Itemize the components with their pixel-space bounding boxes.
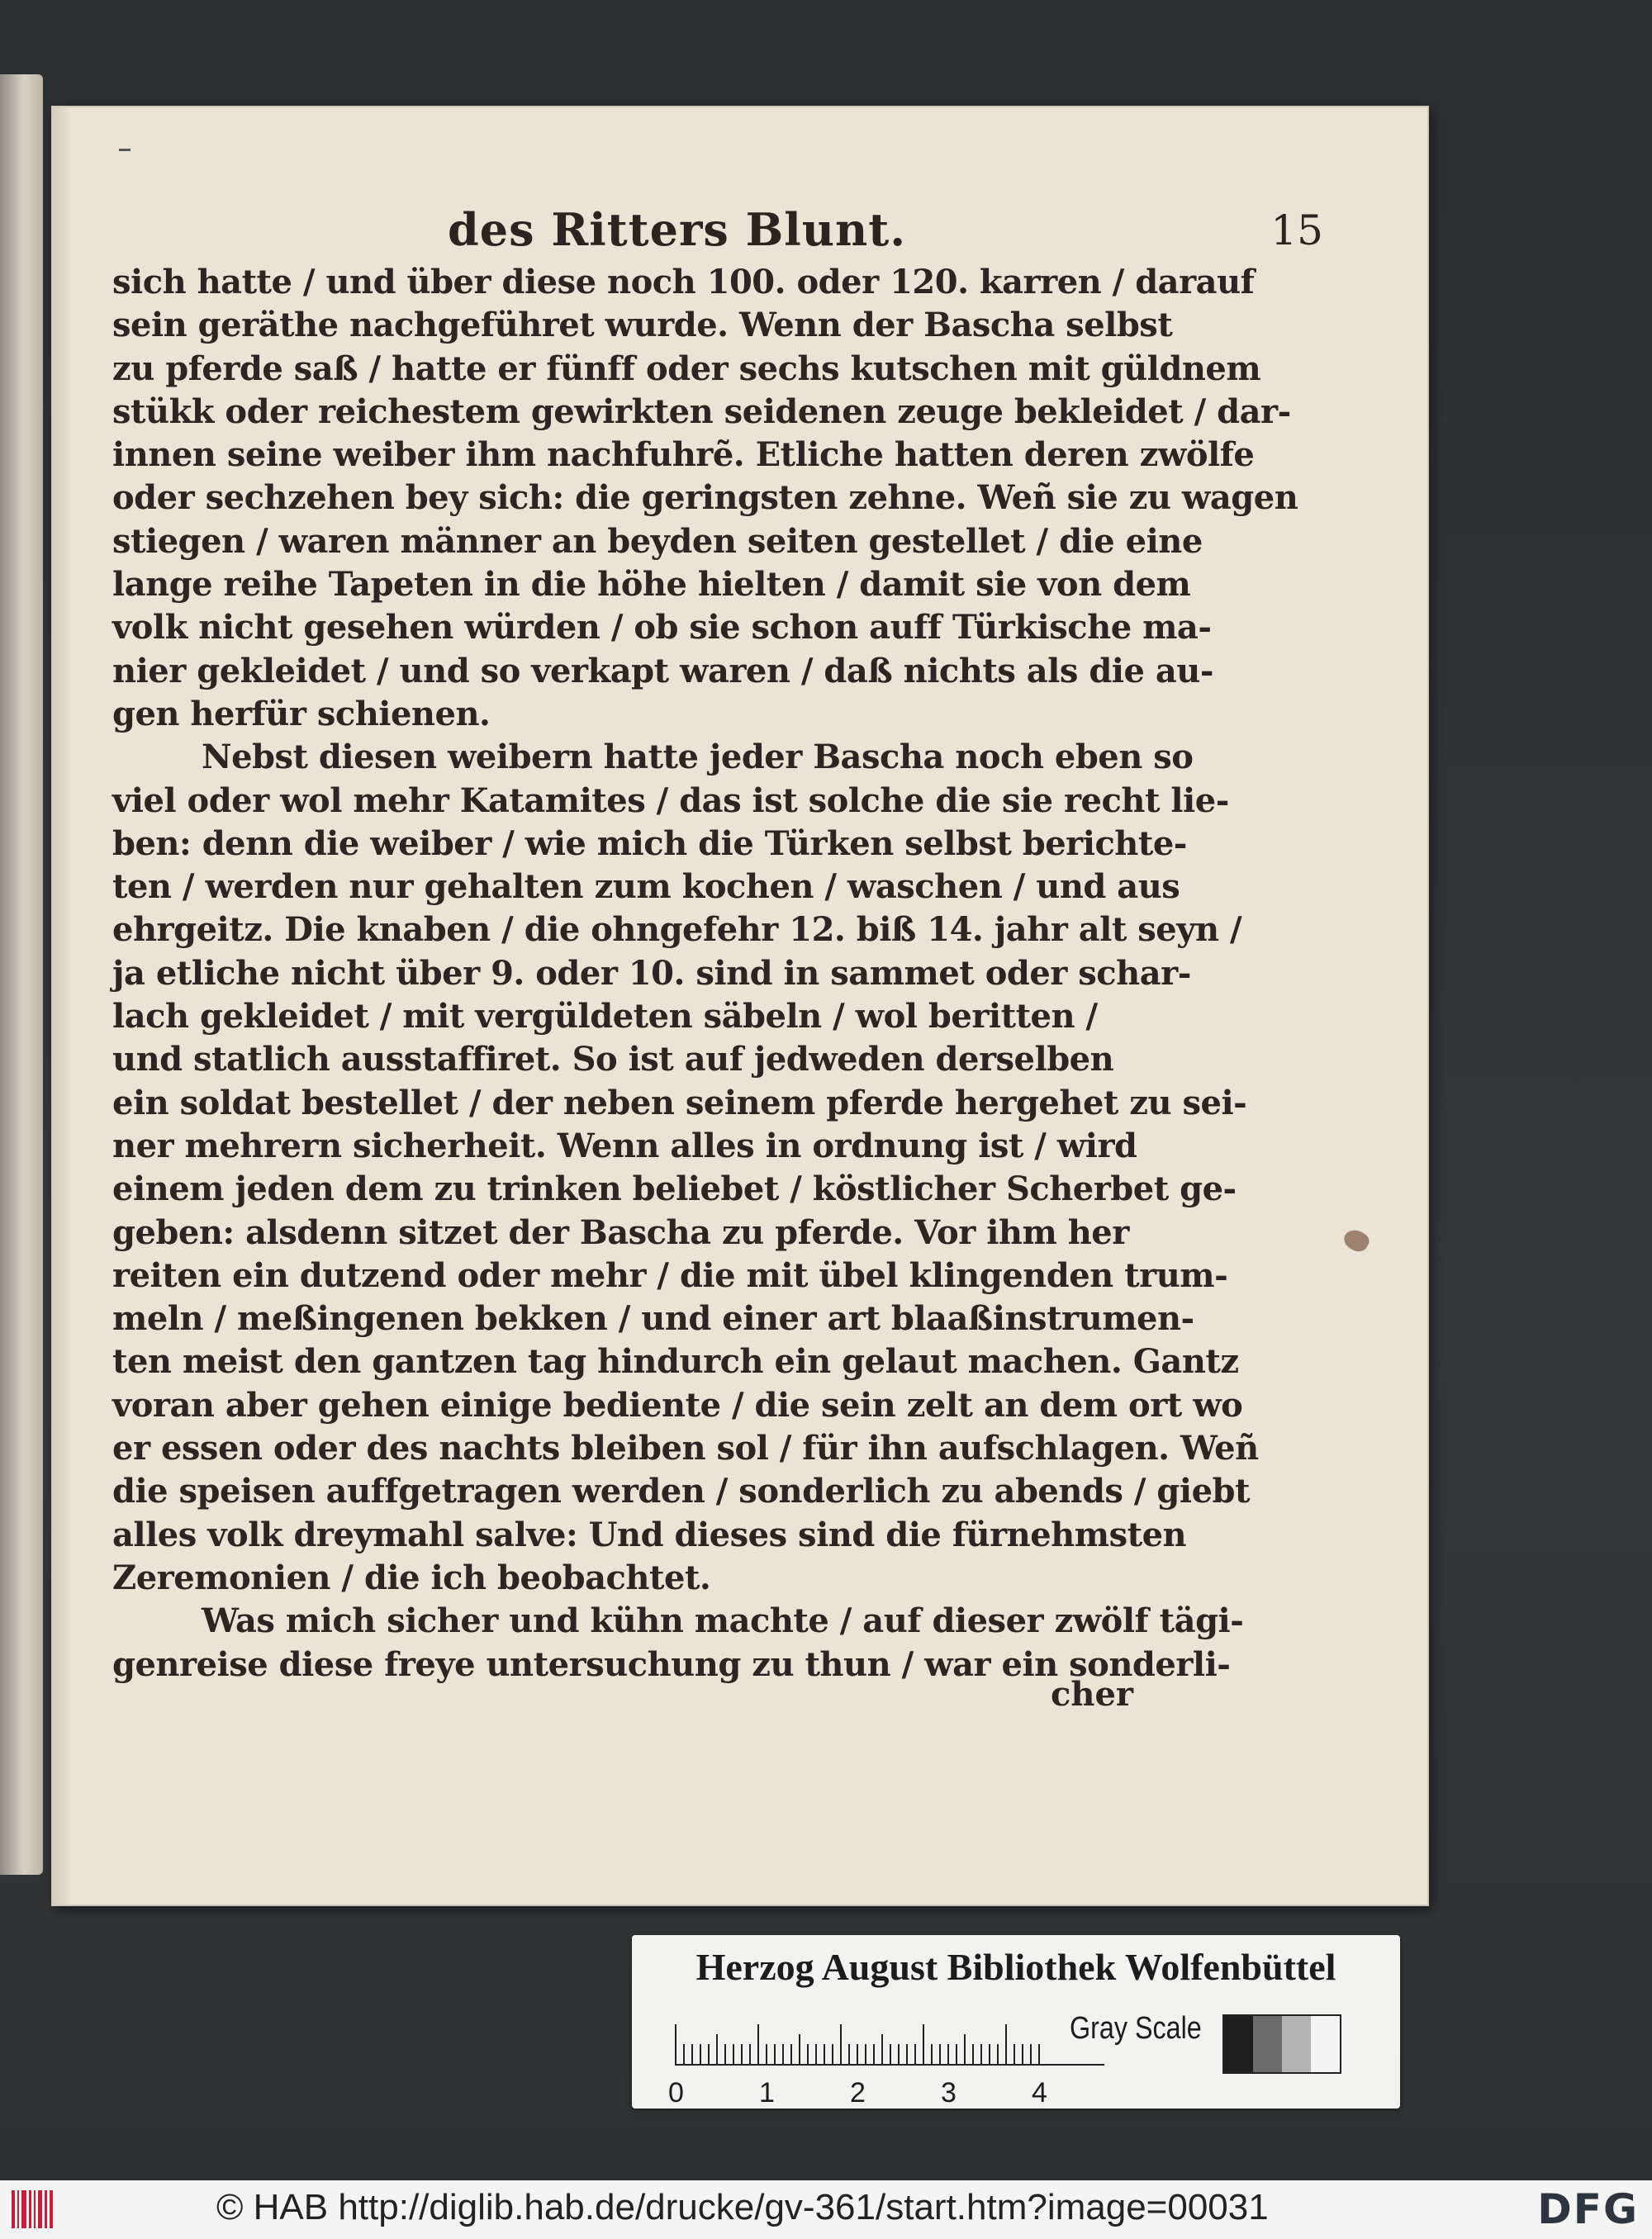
card-title: Herzog August Bibliothek Wolfenbüttel	[695, 1946, 1336, 1988]
text-line: viel oder wol mehr Katamites / das ist solche die sie recht lie-	[112, 780, 1229, 820]
ruler	[668, 2011, 1104, 2109]
gray-patch	[1282, 2016, 1311, 2072]
ruler-tick	[766, 2044, 767, 2064]
text-line: volk nicht gesehen würden / ob sie schon auff Türkische ma-	[112, 608, 1212, 648]
ruler-label: 2	[850, 2077, 866, 2109]
text-line: oder sechzehen bey sich: die geringsten zehne. Weñ sie zu wagen	[112, 478, 1298, 518]
ruler-tick	[683, 2044, 685, 2064]
ruler-tick	[799, 2034, 800, 2064]
ruler-label: 0	[668, 2077, 684, 2109]
color-reference-card	[632, 1935, 1400, 2109]
gray-patch	[1224, 2016, 1253, 2072]
ruler-tick	[774, 2044, 776, 2064]
ruler-tick	[873, 2044, 875, 2064]
text-block	[112, 261, 1298, 1686]
ruler-tick	[989, 2044, 990, 2064]
barcode-stripe	[45, 2190, 47, 2228]
page-header	[398, 203, 1323, 269]
ruler-tick	[931, 2044, 933, 2064]
text-line: sein geräthe nachgeführet wurde. Wenn der Bascha selbst	[112, 306, 1173, 345]
ruler-tick	[741, 2044, 743, 2064]
ruler-tick	[865, 2044, 866, 2064]
ruler-tick	[980, 2044, 982, 2064]
ruler-tick	[749, 2044, 751, 2064]
copyright-link[interactable]: © HAB http://diglib.hab.de/drucke/gv-361/start.htm?image=00031	[216, 2187, 1269, 2227]
text-line: genreise diese freye untersuchung zu thun / war ein sonderli-	[112, 1644, 1231, 1684]
text-line: nier gekleidet / und so verkapt waren / daß nichts als die au-	[112, 651, 1213, 690]
text-line: und statlich ausstaffiret. So ist auf jedweden derselben	[112, 1040, 1114, 1079]
ruler-tick	[923, 2024, 924, 2064]
ruler-tick	[1038, 2044, 1040, 2064]
text-line: sich hatte / und über diese noch 100. oder 120. karren / darauf	[112, 263, 1255, 301]
dfg-logo: DFG	[1537, 2185, 1639, 2233]
ruler-tick	[700, 2044, 701, 2064]
ruler-tick	[972, 2044, 974, 2064]
ruler-tick	[716, 2034, 718, 2064]
gray-patch	[1253, 2016, 1282, 2072]
ruler-tick	[790, 2044, 792, 2064]
ruler-tick	[997, 2044, 999, 2064]
ruler-tick	[914, 2044, 916, 2064]
ruler-tick	[708, 2044, 710, 2064]
barcode-stripe	[29, 2190, 31, 2228]
ruler-tick	[1030, 2044, 1032, 2064]
catchword: cher	[1051, 1675, 1133, 1714]
barcode-stripe	[50, 2190, 53, 2228]
ruler-tick	[757, 2024, 759, 2064]
text-line: ein soldat bestellet / der neben seinem pferde hergehet zu sei-	[112, 1083, 1247, 1122]
barcode-stripe	[21, 2190, 26, 2228]
ruler-tick	[675, 2024, 676, 2064]
text-line: geben: alsdenn sitzet der Bascha zu pferde. Vor ihm her	[112, 1212, 1129, 1252]
paper-stain	[1341, 1226, 1372, 1255]
book-page	[51, 106, 1429, 1906]
page-number: 15	[1270, 206, 1323, 254]
ruler-tick	[939, 2044, 941, 2064]
text-line: die speisen auffgetragen werden / sonderlich zu abends / giebt	[112, 1472, 1250, 1511]
text-line: lach gekleidet / mit vergüldeten säbeln / wol beritten /	[112, 997, 1098, 1036]
ruler-tick	[807, 2044, 809, 2064]
gray-patch	[1311, 2016, 1340, 2072]
ruler-tick	[832, 2044, 833, 2064]
running-head: des Ritters Blunt.	[448, 203, 907, 256]
ruler-tick	[964, 2034, 966, 2064]
text-line: reiten ein dutzend oder mehr / die mit übel klingenden trum-	[112, 1255, 1228, 1295]
text-line: alles volk dreymahl salve: Und dieses sind die fürnehmsten	[112, 1515, 1187, 1554]
barcode-stripe	[12, 2190, 15, 2228]
text-line: einem jeden dem zu trinken beliebet / köstlicher Scherbet ge-	[112, 1169, 1237, 1209]
text-line: gen herfür schienen.	[112, 694, 491, 733]
page-mark	[119, 149, 131, 151]
ruler-tick	[947, 2044, 949, 2064]
ruler-tick	[906, 2044, 908, 2064]
ruler-tick	[691, 2044, 693, 2064]
text-line: stiegen / waren männer an beyden seiten gestellet / die eine	[112, 521, 1203, 561]
text-line: lange reihe Tapeten in die höhe hielten / damit sie von dem	[112, 565, 1191, 605]
text-line: ner mehrern sicherheit. Wenn alles in ordnung ist / wird	[112, 1126, 1137, 1165]
ruler-tick	[840, 2024, 842, 2064]
text-line: Nebst diesen weibern hatte jeder Bascha noch eben so	[202, 738, 1194, 777]
ruler-tick	[857, 2044, 858, 2064]
text-line: meln / meßingenen bekken / und einer art blaaßinstrumen-	[112, 1299, 1194, 1339]
text-line: Zeremonien / die ich beobachtet.	[112, 1558, 711, 1597]
text-line: er essen oder des nachts bleiben sol / für ihn aufschlagen. Weñ	[112, 1429, 1259, 1468]
ruler-label: 4	[1032, 2077, 1047, 2109]
ruler-tick	[782, 2044, 784, 2064]
text-line: ten / werden nur gehalten zum kochen / waschen / und aus	[112, 867, 1180, 907]
text-line: voran aber gehen einige bediente / die sein zelt an dem ort wo	[112, 1385, 1243, 1425]
gray-scale-label: Gray Scale	[1070, 2011, 1202, 2046]
text-line: innen seine weiber ihm nachfuhrẽ. Etliche hatten deren zwölfe	[112, 435, 1255, 475]
ruler-line	[675, 2064, 1104, 2066]
barcode-icon	[12, 2190, 66, 2228]
barcode-stripe	[38, 2190, 42, 2228]
text-line: ten meist den gantzen tag hindurch ein gelaut machen. Gantz	[112, 1342, 1239, 1382]
ruler-tick	[815, 2044, 817, 2064]
text-line: stükk oder reichestem gewirkten seidenen zeuge bekleidet / dar-	[112, 391, 1291, 431]
ruler-tick	[898, 2044, 900, 2064]
text-line: zu pferde saß / hatte er fünff oder sechs kutschen mit güldnem	[112, 349, 1261, 388]
ruler-tick	[848, 2044, 850, 2064]
gray-scale-swatch	[1222, 2014, 1341, 2074]
ruler-label: 3	[941, 2077, 957, 2109]
footer-bar	[0, 2180, 1652, 2239]
ruler-tick	[1022, 2044, 1023, 2064]
barcode-stripe	[34, 2190, 36, 2228]
ruler-tick	[956, 2044, 957, 2064]
ruler-tick	[1014, 2044, 1015, 2064]
ruler-label: 1	[759, 2077, 775, 2109]
text-line: ehrgeitz. Die knaben / die ohngefehr 12. biß 14. jahr alt seyn /	[112, 910, 1242, 950]
text-line: ben: denn die weiber / wie mich die Türken selbst berichte-	[112, 823, 1187, 863]
ruler-tick	[733, 2044, 734, 2064]
ruler-tick	[890, 2044, 891, 2064]
ruler-tick	[1005, 2024, 1007, 2064]
ruler-tick	[881, 2034, 883, 2064]
ruler-tick	[724, 2044, 726, 2064]
barcode-stripe	[17, 2190, 19, 2228]
text-line: Was mich sicher und kühn machte / auf dieser zwölf tägi-	[202, 1601, 1244, 1641]
text-line: ja etliche nicht über 9. oder 10. sind in sammet oder schar-	[112, 953, 1191, 993]
left-page-edge	[0, 74, 43, 1875]
ruler-tick	[824, 2044, 825, 2064]
